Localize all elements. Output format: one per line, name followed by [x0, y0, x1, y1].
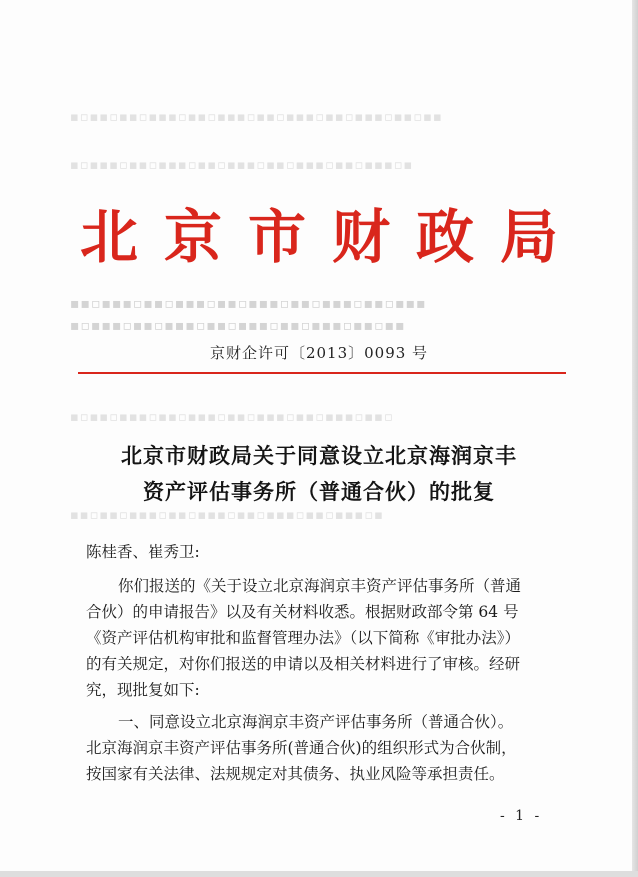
body-line: 你们报送的《关于设立北京海润京丰资产评估事务所（普通	[118, 577, 522, 595]
page-edge-shadow	[632, 0, 638, 877]
body-line: 合伙）的申请报告》以及有关材料收悉。根据财政部令第 64 号	[86, 603, 519, 621]
body-line: 一、同意设立北京海润京丰资产评估事务所（普通合伙）。	[118, 713, 514, 731]
bleed-through-mark: ▪▫▪▪▫▪▪▪▫▪▪▫▪▪▪▫▪▪▫▪▪▪▫▪▪▫▪▪▪▫▪▪▫	[70, 410, 394, 425]
body-line: 按国家有关法律、法规规定对其债务、执业风险等承担责任。	[86, 765, 505, 783]
bleed-through-mark: ▪▫▪▪▫▪▪▫▪▪▪▫▪▪▫▪▪▪▫▪▪▫▪▪▪▫▪▪▫▪▪▪▫▪▪▫▪▪	[70, 110, 443, 125]
body-line: 究，现批复如下:	[86, 681, 200, 699]
salutation: 陈桂香、崔秀卫:	[86, 543, 200, 561]
document-title-line-2: 资产评估事务所（普通合伙）的批复	[143, 480, 495, 504]
bleed-through-mark: ▪▫▪▪▪▫▪▪▫▪▪▪▫▪▪▫▪▪▪▫▪▪▫▪▪▪▫▪▪▫▪▪▪▫▪	[70, 158, 414, 173]
body-line: 北京海润京丰资产评估事务所(普通合伙)的组织形式为合伙制，	[86, 739, 517, 757]
document-number: 京财企许可〔2013〕0093 号	[209, 344, 429, 362]
page-number: - 1 -	[500, 808, 543, 824]
agency-letterhead: 北京市财政局	[79, 203, 584, 271]
body-line: 的有关规定，对你们报送的申请以及相关材料进行了审核。经研	[86, 655, 521, 673]
red-divider-line	[78, 372, 566, 374]
page-bottom-shadow	[0, 871, 638, 877]
bleed-through-mark: ▪▪▫▪▪▫▪▪▪▫▪▪▫▪▪▪▫▪▪▫▪▪▪▫▪▪▫▪▪▪▫▪	[70, 508, 384, 523]
bleed-through-mark: ▪▪▫▪▪▪▫▪▪▫▪▪▪▫▪▪▫▪▪▪▫▪▪▫▪▪▪▫▪▪▫▪▪▪	[70, 296, 427, 312]
document-title-line-1: 北京市财政局关于同意设立北京海润京丰	[121, 444, 517, 468]
body-line: 《资产评估机构审批和监督管理办法》（以下简称《审批办法》）	[86, 629, 521, 647]
bleed-through-mark: ▪▫▪▪▪▫▪▪▫▪▪▪▫▪▪▫▪▪▪▫▪▪▫▪▪▪▫▪▪▫▪▪	[70, 318, 406, 334]
